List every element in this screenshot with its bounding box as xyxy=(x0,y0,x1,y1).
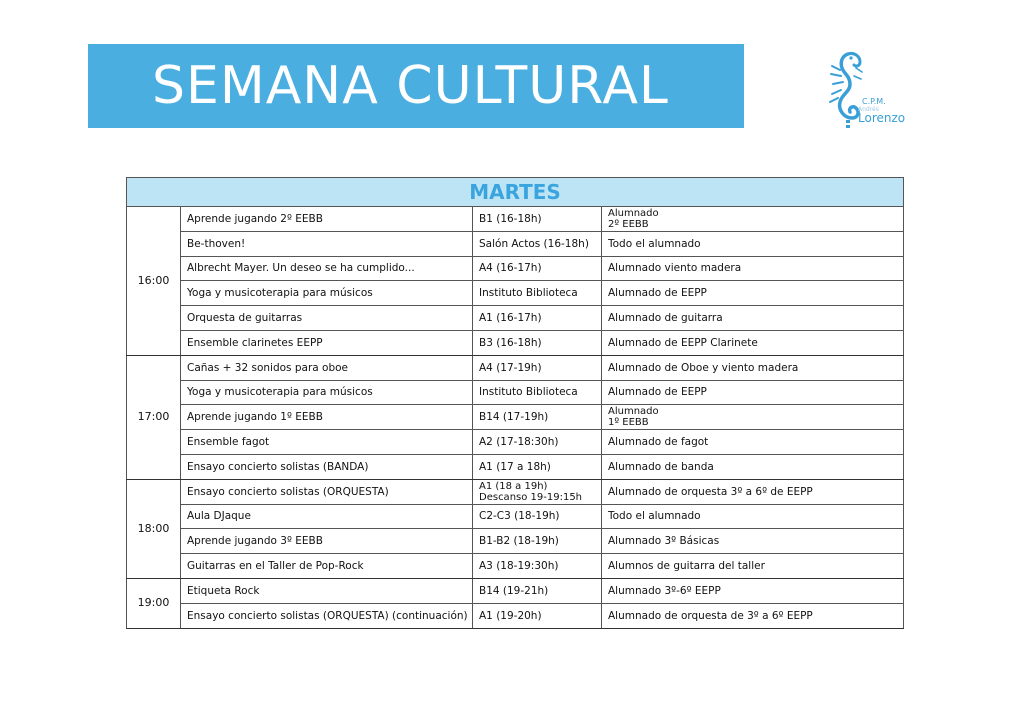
audience-cell: Alumnos de guitarra del taller xyxy=(602,554,904,579)
place-line: A1 (18 a 19h) xyxy=(479,480,548,492)
table-row xyxy=(127,603,904,628)
table-row xyxy=(127,504,904,529)
audience-cell: Alumnado de guitarra xyxy=(602,306,904,331)
place-cell: Salón Actos (16-18h) xyxy=(473,231,602,256)
table-row xyxy=(127,554,904,579)
table-row xyxy=(127,231,904,256)
activity-cell: Aprende jugando 2º EEBB xyxy=(181,207,473,232)
place-cell: Instituto Biblioteca xyxy=(473,281,602,306)
activity-cell: Ensayo concierto solistas (BANDA) xyxy=(181,454,473,479)
place-cell: B14 (17-19h) xyxy=(473,405,602,430)
logo-name-first: Andrés xyxy=(858,106,879,113)
audience-line: Alumnado xyxy=(608,207,659,219)
activity-cell: Ensemble clarinetes EEPP xyxy=(181,330,473,355)
audience-line: Alumnado xyxy=(608,406,659,418)
title-banner xyxy=(88,44,744,128)
place-cell: A4 (16-17h) xyxy=(473,256,602,281)
table-row xyxy=(127,430,904,455)
audience-cell: Todo el alumnado xyxy=(602,231,904,256)
schedule-table xyxy=(126,177,904,629)
activity-cell: Aprende jugando 3º EEBB xyxy=(181,529,473,554)
activity-cell: Cañas + 32 sonidos para oboe xyxy=(181,355,473,380)
table-row xyxy=(127,479,904,504)
place-cell: Instituto Biblioteca xyxy=(473,380,602,405)
activity-cell: Yoga y musicoterapia para músicos xyxy=(181,380,473,405)
activity-cell: Ensayo concierto solistas (ORQUESTA) (continuación) xyxy=(181,603,473,628)
place-cell xyxy=(473,479,602,504)
audience-line: 2º EEBB xyxy=(608,218,649,230)
audience-cell: Alumnado 3º-6º EEPP xyxy=(602,578,904,603)
audience-cell: Alumnado de Oboe y viento madera xyxy=(602,355,904,380)
table-row xyxy=(127,529,904,554)
activity-cell: Ensayo concierto solistas (ORQUESTA) xyxy=(181,479,473,504)
activity-cell: Etiqueta Rock xyxy=(181,578,473,603)
activity-cell: Guitarras en el Taller de Pop-Rock xyxy=(181,554,473,579)
day-header: MARTES xyxy=(127,178,904,207)
audience-cell: Alumnado de orquesta de 3º a 6º EEPP xyxy=(602,603,904,628)
table-row xyxy=(127,578,904,603)
table-row xyxy=(127,306,904,331)
place-cell: A4 (17-19h) xyxy=(473,355,602,380)
place-cell: B1 (16-18h) xyxy=(473,207,602,232)
place-cell: A2 (17-18:30h) xyxy=(473,430,602,455)
place-cell: B3 (16-18h) xyxy=(473,330,602,355)
activity-cell: Aprende jugando 1º EEBB xyxy=(181,405,473,430)
time-slot-cell: 18:00 xyxy=(127,479,181,578)
audience-cell: Alumnado viento madera xyxy=(602,256,904,281)
audience-cell: Alumnado de EEPP xyxy=(602,281,904,306)
table-row xyxy=(127,207,904,232)
audience-line: 1º EEBB xyxy=(608,417,649,429)
time-slot-cell: 17:00 xyxy=(127,355,181,479)
time-slot-cell: 19:00 xyxy=(127,578,181,628)
activity-cell: Aula DJaque xyxy=(181,504,473,529)
place-cell: A3 (18-19:30h) xyxy=(473,554,602,579)
logo-cpm: C.P.M. xyxy=(862,97,886,106)
place-cell: C2-C3 (18-19h) xyxy=(473,504,602,529)
page-title: SEMANA CULTURAL xyxy=(152,56,669,116)
audience-cell xyxy=(602,405,904,430)
table-row xyxy=(127,355,904,380)
audience-cell: Alumnado de EEPP xyxy=(602,380,904,405)
activity-cell: Albrecht Mayer. Un deseo se ha cumplido... xyxy=(181,256,473,281)
place-line: Descanso 19-19:15h xyxy=(479,491,583,503)
activity-cell: Yoga y musicoterapia para músicos xyxy=(181,281,473,306)
place-cell: A1 (17 a 18h) xyxy=(473,454,602,479)
table-row xyxy=(127,454,904,479)
audience-cell: Alumnado de banda xyxy=(602,454,904,479)
activity-cell: Be-thoven! xyxy=(181,231,473,256)
school-logo xyxy=(826,48,906,130)
activity-cell: Orquesta de guitarras xyxy=(181,306,473,331)
audience-cell: Alumnado de EEPP Clarinete xyxy=(602,330,904,355)
place-cell: A1 (16-17h) xyxy=(473,306,602,331)
time-slot-cell: 16:00 xyxy=(127,207,181,356)
table-row xyxy=(127,330,904,355)
audience-cell: Alumnado de orquesta 3º a 6º de EEPP xyxy=(602,479,904,504)
place-cell: A1 (19-20h) xyxy=(473,603,602,628)
schedule-body xyxy=(127,207,904,629)
table-row xyxy=(127,380,904,405)
place-cell: B1-B2 (18-19h) xyxy=(473,529,602,554)
table-row xyxy=(127,405,904,430)
audience-cell: Alumnado de fagot xyxy=(602,430,904,455)
audience-cell: Alumnado 3º Básicas xyxy=(602,529,904,554)
audience-cell xyxy=(602,207,904,232)
table-row xyxy=(127,281,904,306)
place-cell: B14 (19-21h) xyxy=(473,578,602,603)
logo-name-last: Lorenzo xyxy=(858,111,906,125)
audience-cell: Todo el alumnado xyxy=(602,504,904,529)
table-row xyxy=(127,256,904,281)
activity-cell: Ensemble fagot xyxy=(181,430,473,455)
